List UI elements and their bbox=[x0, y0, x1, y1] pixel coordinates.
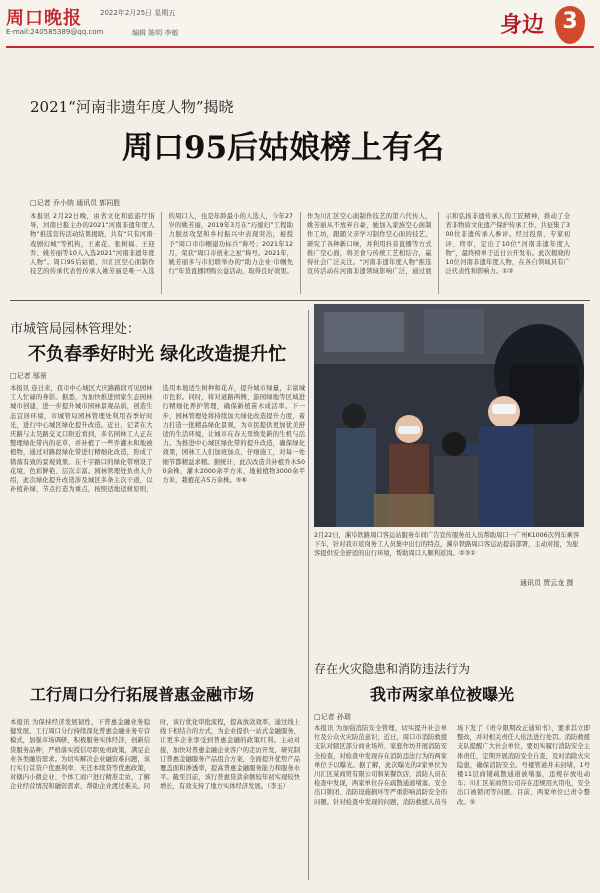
story2-headline: 不负春季好时光 绿化改造提升忙 bbox=[28, 344, 287, 365]
masthead-divider bbox=[6, 46, 594, 48]
story1-kicker: 2021“河南非遗年度人物”揭晓 bbox=[30, 98, 234, 116]
photo-caption: 2月22日，漯阜铁路周口客运站服务车间广告宣传服务员人员帮助周口一广州K1006次列车乘客下车，针对我市返岗务工人员集中出行的特点，漯阜铁路周口客运站提前部署，主动对接，为旅客提供安全舒适的出行环境，帮助周口人顺利返岗。②③① bbox=[314, 532, 580, 557]
page-number-badge: 3 bbox=[555, 6, 585, 44]
story3-headline: 工行周口分行拓展普惠金融市场 bbox=[30, 685, 255, 704]
story1-body: 本报讯 2月22日晚，由省文化和旅游厅指导，河南日报主办的2021“河南非遗年度人物”推选宣传活动结果揭晓，共有“只有河南·戏剧幻城”等机构，王素花、张树福、王迎乔、姚芳丽等10人入选2021“河南非遗年度人物”。周口95后姑娘、川汇区空心面制作技艺的传承代表性传承人姚芳丽是唯一入选的周口人，也是年龄最小的人选人，今年27岁的姚芳丽，2019年3月在“巧媳妇”工程助力脱贫攻坚和乡村振兴中表现突出，被授予“周口市巾帼建功标兵”称号；2021年12月，荣获“周口市创业之星”称号。2021年，姚芳丽多与市妇联举办的“助力企业·巾帼先行”年货直播团购公益活动，取得良好效果。作为川汇区空心面制作技艺的第六代传人，姚芳丽从不放弃自豪，她加入家族空心面制作工坊，跟随父亲学习制作空心面的技艺，研究了各种新口味，并利用抖音直播等方式推广空心面，将美食与传统工艺相结合，赢得社会广泛关注。“河南非遗年度人物”推选宣传活动在河南非遗领域影响广泛，通过展示和弘扬非遗传承人的工匠精神，推动了全省非物质文化遗产保护传承工作，共征集了300位非遗传承人参评。经过投票、专家初评、终审，定出了10位“河南非遗年度人物”，最终榜单于近日公开发布。此次揭晓的10位河南非遗年度人物，在各自领域具有广泛代表性和影响力。①② bbox=[30, 213, 570, 276]
section-title: 身边 bbox=[500, 12, 545, 38]
story1-byline: □记者 乔小纳 通讯员 郭同胜 bbox=[30, 199, 121, 207]
story4-headline: 我市两家单位被曝光 bbox=[370, 685, 515, 704]
story4-body: 本报讯 为加强消防安全管理，切实提升社会单位及公众火灾防范意识，近日，周口市消防救援支队对辖区部分商业场所、家庭作坊开展消防安全检查，对检查中发现存在消防违法行为的两家单位予以曝光。据了解，此次曝光的2家单位为川汇区某商贸有限公司和某餐饮店，消防人员在检查中发现，两家单位存在疏散通道堵塞、安全出口锁闭、消防设施损坏等严重影响消防安全的问题。针对检查中发现的问题，消防救援人员当场下发了《责令限期改正通知书》，要求其立即整改，并对相关责任人依法进行处罚。消防救援支队提醒广大社会单位，要切实履行消防安全主体责任，定期开展消防安全自查，及时消除火灾隐患，确保消防安全。号楼管道井未封堵，1号楼11层商铺疏散通道被堵塞，违规存放电动车；川汇区某商贸公司存在违规用火用电，安全出口被锁闭等问题。目前，两家单位已责令整改。⑤ bbox=[314, 725, 590, 806]
editor-credits: 编辑 陈明 李敏 bbox=[132, 29, 179, 37]
section-divider bbox=[10, 300, 590, 301]
story1-headline: 周口95后姑娘榜上有名 bbox=[122, 130, 445, 166]
story2-byline: □记者 邬景 bbox=[10, 372, 47, 380]
column-divider bbox=[308, 310, 309, 880]
issue-date: 2022年2月25日 星期五 bbox=[100, 9, 176, 17]
newspaper-logo: 周口晚报 bbox=[6, 8, 82, 29]
photo-credit: 通讯员 贾云龙 摄 bbox=[520, 579, 574, 587]
contact-email: E-mail:240585389@qq.com bbox=[6, 28, 104, 36]
news-photo bbox=[314, 304, 584, 527]
train-station-illustration bbox=[314, 304, 584, 527]
story4-kicker: 存在火灾隐患和消防违法行为 bbox=[314, 662, 471, 676]
story3-body: 本报讯 为保持经济发展韧性，下普惠金融业务稳健发展，工行周口分行持续深化普惠金融业务专营模式，加强市场调研，积极服务实体经济，创新信贷服务品种，严格落实授信尽职免责政策，满足企业各类融资需求。为切实解决企业融资难问题，该行实行首贷户优惠利率、无还本续贷等优惠政策，对辖内小微企业、个体工商户进行精准走访，了解企业经营情况和融资需求，帮助企业渡过难关。同时，该行优化审批流程，提高放款效率，通过线上线下相结合的方式，为企业提供一站式金融服务，让更多企业享受到普惠金融的政策红利。主动对接，加快对普惠金融企业客户的走访开发，研究制订普惠金融服务产品组合方案，全面提升优势产品覆盖面和渗透率，提高普惠金融服务能力和服务水平。截至目前，该行普惠贷款余额较年初实现较快增长，有效支持了地方实体经济发展。（李玉） bbox=[10, 719, 300, 791]
story2-body: 本报讯 连日来，我市中心城区大庆路路段可见园林工人忙碌的身影。据悉，为加快推进国家生态园林城市创建，进一步提升城市园林景观品质，创造生态宜居环境，市城管局园林管理处利用春季好时光，进行中心城区绿化提升改造。近日，记者在大庆路与太昊路交叉口附近看到，多名园林工人正在整理绿化带内的花草，并补植了一些乔灌木和地被植物，通过对路段绿化带进行精细化改造，形成了错落有致的景观效果。在十字路口的绿化带增设了花境，色彩鲜艳、层次丰富。园林管理处负责人介绍，此次绿化提升改造涉及城区多条主次干道，以补植补绿、节点打造为重点，按照适地适树原则，选用本地适生树种和花卉，提升城市绿量，丰富城市色彩。同时，将对道路两侧、游园绿地等区域进行精细化养护管理，确保新植苗木成活率。下一步，园林管理处将持续加大绿化改造提升力度，着力打造一批精品绿化景观，为市民提供更加优美舒适的生活环境，让城市在春天里焕发新的生机与活力。为推进中心城区绿化带的提升改造，确保绿化效果，园林工人们加班加点，仔细施工，对每一处细节都精益求精。据统计，此次改造共补植乔木500余株、灌木2000余平方米、地被植物3000余平方米，栽植花卉5万余株。⑤⑥ bbox=[10, 385, 305, 494]
story4-byline: □记者 孙瑞 bbox=[314, 713, 351, 721]
story2-kicker: 市城管局园林管理处： bbox=[10, 322, 141, 337]
